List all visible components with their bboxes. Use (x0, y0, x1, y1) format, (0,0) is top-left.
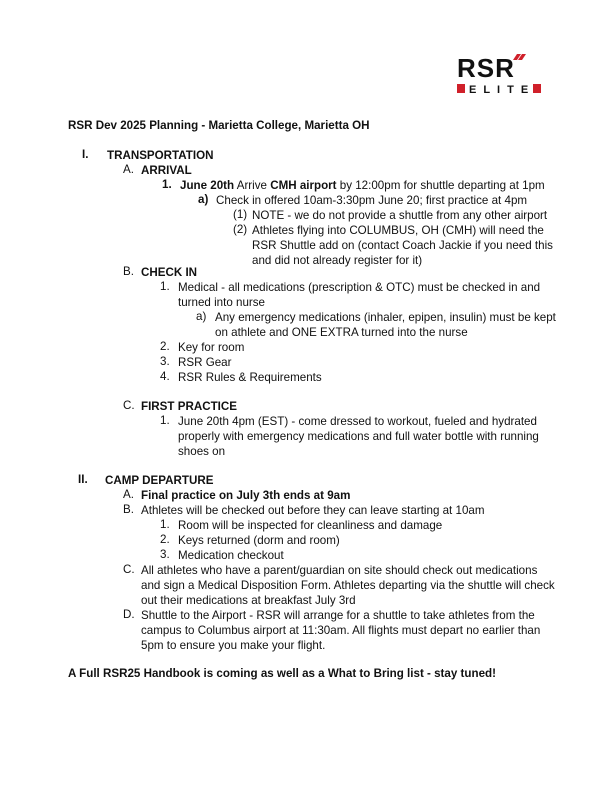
subsection-marker: C. (123, 563, 135, 576)
note-text: NOTE - we do not provide a shuttle from any other airport (252, 209, 548, 222)
emergency-meds-line: on athlete and ONE EXTRA turned into the nurse (215, 326, 468, 339)
key-for-room: Key for room (178, 341, 245, 354)
section-marker: II. (78, 473, 88, 486)
checkin-offered-text: Check in offered 10am-3:30pm June 20; first practice at 4pm (216, 194, 528, 207)
item-marker: 2. (160, 533, 170, 546)
item-marker: a) (198, 193, 209, 206)
keys-returned: Keys returned (dorm and room) (178, 534, 340, 547)
rsr-elite-logo (455, 52, 545, 98)
arrival-item (180, 178, 545, 193)
logo-elite-text: ELITE (469, 84, 536, 96)
item-marker: 1. (160, 518, 170, 531)
checkout-text: Athletes will be checked out before they can leave starting at 10am (141, 504, 485, 517)
first-practice-line: June 20th 4pm (EST) - come dressed to workout, fueled and hydrated (178, 415, 537, 428)
emergency-meds-line: Any emergency medications (inhaler, epipen, insulin) must be kept (215, 311, 556, 324)
logo-bar-left (457, 84, 465, 93)
subsection-marker: B. (123, 503, 134, 516)
medical-text-line: Medical - all medications (prescription & OTC) must be checked in and (178, 281, 541, 294)
rsr-gear: RSR Gear (178, 356, 232, 369)
item-marker: (1) (233, 208, 248, 221)
first-practice-line: properly with emergency medications and full water bottle with running (178, 430, 539, 443)
logo-rsr-text: RSR (457, 53, 515, 83)
parent-guardian-line: and sign a Medical Disposition Form. Athletes departing via the shuttle will check (141, 579, 555, 592)
subsection-marker: C. (123, 399, 135, 412)
item-marker: 3. (160, 355, 170, 368)
rsr-rules: RSR Rules & Requirements (178, 371, 322, 384)
arrival-text-a: Arrive (234, 179, 271, 192)
item-marker: (2) (233, 223, 248, 236)
subsection-marker: A. (123, 163, 134, 176)
logo-graphic (455, 52, 545, 98)
subsection-marker: B. (123, 265, 134, 278)
subsection-heading-arrival: ARRIVAL (141, 164, 192, 177)
document-title: RSR Dev 2025 Planning - Marietta College, Marietta OH (68, 119, 370, 132)
columbus-text-line: Athletes flying into COLUMBUS, OH (CMH) will need the (252, 224, 544, 237)
arrival-place: CMH airport (270, 179, 337, 192)
parent-guardian-line: All athletes who have a parent/guardian on site should check out medications (141, 564, 538, 577)
subsection-heading-check-in: CHECK IN (141, 266, 198, 279)
item-marker: 1. (160, 280, 170, 293)
item-marker: 4. (160, 370, 170, 383)
subsection-marker: D. (123, 608, 135, 621)
columbus-text-line: and did not already register for it) (252, 254, 423, 267)
item-marker: a) (196, 310, 207, 323)
first-practice-line: shoes on (178, 445, 226, 458)
item-marker: 1. (160, 414, 170, 427)
section-heading-camp-departure: CAMP DEPARTURE (105, 474, 214, 487)
room-inspected: Room will be inspected for cleanliness and damage (178, 519, 443, 532)
item-marker: 3. (160, 548, 170, 561)
arrival-text-b: by 12:00pm for shuttle departing at 1pm (336, 179, 545, 192)
handbook-notice: A Full RSR25 Handbook is coming as well as a What to Bring list - stay tuned! (68, 667, 496, 680)
subsection-marker: A. (123, 488, 134, 501)
section-heading-transportation: TRANSPORTATION (107, 149, 214, 162)
subsection-heading-first-practice: FIRST PRACTICE (141, 400, 237, 413)
item-marker: 1. (162, 178, 172, 191)
columbus-text-line: RSR Shuttle add on (contact Coach Jackie if you need this (252, 239, 553, 252)
arrival-date: June 20th (180, 179, 235, 192)
medication-checkout: Medication checkout (178, 549, 284, 562)
parent-guardian-line: out their medications at breakfast July 3rd (141, 594, 356, 607)
shuttle-airport-line: campus to Columbus airport at 11:30am. All flights must depart no earlier than (141, 624, 541, 637)
final-practice: Final practice on July 3th ends at 9am (141, 489, 351, 502)
item-marker: 2. (160, 340, 170, 353)
shuttle-airport-line: 5pm to ensure you make your flight. (141, 639, 326, 652)
medical-text-line: turned into nurse (178, 296, 266, 309)
section-marker: I. (82, 148, 89, 161)
shuttle-airport-line: Shuttle to the Airport - RSR will arrange for a shuttle to take athletes from the (141, 609, 535, 622)
